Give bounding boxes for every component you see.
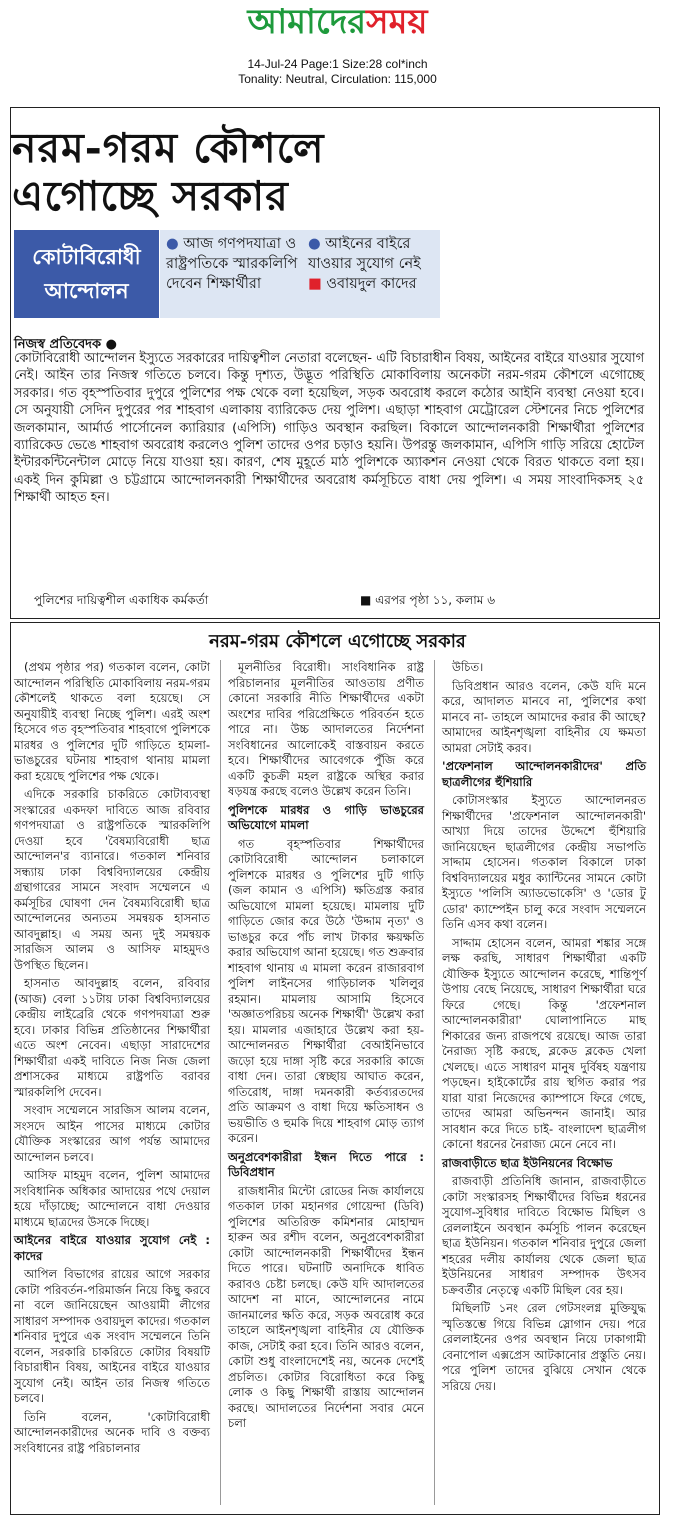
- lead-paragraph: কোটাবিরোধী আন্দোলন ইস্যুতে সরকারের দায়িত্বশীল নেতারা বলেছেন- এটি বিচারাধীন বিষয়, আইনের বাইরে যাওয়ার সুযোগ নেই। আইন তার নিজস্ব গতিতে চলবে। কিন্তু দৃশ্যত, উদ্ভূত পরিস্থিতি মোকাবিলায় অনেকটা নরম-গরম কৌশলে এগোচ্ছে সরকার। গত বৃহস্পতিবার দুপুরে পুলিশের পক্ষ থেকে বলা হয়েছিল, সড়ক অবরোধ করলে কঠোর আইনি ব্যবস্থা নেওয়া হবে। সে অনুযায়ী সেদিন দুপুরের পর শাহবাগ এলাকায় ব্যারিকেড দেয় পুলিশ। এছাড়া শাহবাগ মেট্রোরেল স্টেশনের নিচে পুলিশের জলকামান, আর্মার্ড পার্সোনেল ক্যারিয়ার (এপিসি) গাড়িও অবস্থান করছিল। বিকালে আন্দোলনকারী শিক্ষার্থীরা পুলিশের ব্যারিকেড ভেঙে শাহবাগ অবরোধ করলেও পুলিশ তাদের ওপর চড়াও হয়নি। উপরন্তু জলকামান, এপিসি গাড়ি সরিয়ে হোটেল ইন্টারকন্টিনেন্টাল মোড়ে নিয়ে যাওয়া হয়। কারণ, শেষ মুহূর্তে মাঠ পুলিশকে অ্যাকশন নেওয়া থেকে বিরত থাকতে বলা হয়। একই দিন কুমিল্লা ও চট্টগ্রামে আন্দোলনকারী শিক্ষার্থীদের অবরোধ কর্মসূচিতে বাধা দেয় পুলিশ। এ সময় সাংবাদিকসহ ২৫ শিক্ষার্থী আহত হন।: [14, 351, 644, 506]
- column-rule: [434, 660, 435, 1505]
- paragraph: মূলনীতির বিরোধী। সাংবিধানিক রাষ্ট্র পরিচালনার মূলনীতির আওতায় প্রণীত কোনো সরকারি নীতি শিক্ষার্থীদের একটা অংশের দাবির পরিপ্রেক্ষিতে পরিবর্তন হতে পারে না। উচ্চ আদালতের নির্দেশনা সংবিধানের আলোকেই বাস্তবায়ন করতে হবে। শিক্ষার্থীদের আবেগকে পুঁজি করে একটি কুচক্রী মহল রাষ্ট্রকে অস্থির করার ষড়যন্ত্র করছে বলেও উল্লেখ করেন তিনি।: [228, 660, 424, 798]
- body-column-3: [442, 660, 646, 1397]
- deck-1-text: আজ গণপদযাত্রা ও রাষ্ট্রপতিকে স্মারকলিপি দেবেন শিক্ষার্থীরা: [166, 236, 298, 292]
- paragraph: সাদ্দাম হোসেন বলেন, আমরা শঙ্কার সঙ্গে লক্ষ করছি, সাধারণ শিক্ষার্থীরা একটি যৌক্তিক ইস্যুতে আন্দোলন করেছে, শান্তিপূর্ণ উপায় বেছে নিয়েছে, সাধারণ শিক্ষার্থীরা ঘরে ফিরে গেছে। কিন্তু 'প্রফেশনাল আন্দোলনকারীরা' ঘোলাপানিতে মাছ শিকারের জন্য রাজপথে রয়েছে। আজ তারা নৈরাজ্য সৃষ্টি করছে, ব্লকেড ব্লকেড খেলা খেলছে। এতে সাধারণ মানুষ দুর্বিষহ যন্ত্রণায় পড়ছেন। হাইকোর্টের রায় স্থগিত করার পর যারা যারা নিজেদের ক্যাম্পাসে ফিরে গেছে, তাদের আমরা অভিনন্দন জানাই। আর সাবধান করে দিতে চাই- বাংলাদেশ ছাত্রলীগ কোনো ধরনের নৈরাজ্য মেনে নেবে না।: [442, 935, 646, 1151]
- jump-headline: নরম-গরম কৌশলে এগোচ্ছে সরকার: [209, 631, 466, 652]
- headline-line-2: এগোচ্ছে সরকার: [12, 172, 289, 220]
- square-icon: ■: [360, 593, 376, 607]
- column-rule: [220, 660, 221, 1505]
- continued-note: [360, 592, 495, 612]
- subheading: 'প্রফেশনাল আন্দোলনকারীদের' প্রতি ছাত্রলীগের হুঁশিয়ারি: [442, 759, 646, 789]
- bullet-icon: ●: [308, 236, 326, 252]
- clip-meta-tonality: Tonality: Neutral, Circulation: 115,000: [238, 72, 437, 86]
- subheading: পুলিশকে মারধর ও গাড়ি ভাঙচুরের অভিযোগে মামলা: [228, 802, 424, 832]
- kicker-line-1: কোটাবিরোধী: [32, 245, 141, 269]
- deck-1: [166, 234, 306, 294]
- bullet-icon: ●: [166, 236, 184, 252]
- paragraph: আপিল বিভাগের রায়ের আগে সরকার কোটা পরিবর্তন-পরিমার্জন নিয়ে কিছু করবে না বলে জানিয়েছেন আওয়ামী লীগের সাধারণ সম্পাদক ওবায়দুল কাদের। গতকাল শনিবার দুপুরে এক সংবাদ সম্মেলনে তিনি বলেন, সরকারি চাকরিতে কোটার বিষয়টি বিচারাধীন বিষয়, আইনের বাইরে যাওয়ার সুযোগ নেই। আইন তার নিজস্ব গতিতে চলবে।: [14, 1267, 210, 1405]
- bullet-icon: ●: [105, 337, 117, 352]
- clip-meta-date: 14-Jul-24 Page:1 Size:28 col*inch: [247, 57, 428, 71]
- kicker-box: [14, 230, 159, 318]
- paragraph: (প্রথম পৃষ্ঠার পর) গতকাল বলেন, কোটা আন্দোলন পরিস্থিতি মোকাবিলায় নরম-গরম কৌশলেই থাকতে বলা হয়েছে। সে অনুযায়ীই ব্যবস্থা নিচ্ছে পুলিশ। এরই অংশ হিসেবে গত বৃহস্পতিবার শাহবাগে পুলিশকে মারধর ও পুলিশের দুটি গাড়িতে হামলা-ভাঙচুরের ঘটনায় শাহবাগ থানায় মামলা করা হয়েছে পুলিশের পক্ষ থেকে।: [14, 660, 210, 783]
- kicker-line-2: আন্দোলন: [44, 279, 129, 303]
- logo-part-2: সময়: [366, 2, 428, 42]
- body-column-1: [14, 660, 210, 1459]
- logo-part-1: আমাদের: [247, 2, 367, 42]
- footer-left: পুলিশের দায়িত্বশীল একাধিক কর্মকর্তা: [34, 593, 209, 607]
- headline-line-1: নরম-গরম কৌশলে: [12, 124, 325, 172]
- paragraph: মিছিলটি ১নং রেল গেটসংলগ্ন মুক্তিযুদ্ধ স্মৃতিস্তম্ভে গিয়ে বিভিন্ন স্লোগান দেয়। পরে রেললাইনের ওপর অবস্থান নিয়ে ঢাকাগামী বেনাপোল এক্সপ্রেস আটকানোর প্রস্তুতি নেয়। পরে পুলিশ তাদের বুঝিয়ে সেখান থেকে সরিয়ে দেয়।: [442, 1301, 646, 1393]
- paragraph: আসিফ মাহমুদ বলেন, পুলিশ আমাদের সংবিধানিক অধিকার আদায়ের পথে দেয়াল হয়ে দাঁড়াচ্ছে; আন্দোলনে বাধা দেওয়ার মাধ্যমে ছাত্রদের উসকে দিচ্ছে।: [14, 1168, 210, 1229]
- paragraph: হাসনাত আবদুল্লাহ বলেন, রবিবার (আজ) বেলা ১১টায় ঢাকা বিশ্ববিদ্যালয়ের কেন্দ্রীয় লাইব্রেরি থেকে গণপদযাত্রা শুরু হবে। ঢাকার বিভিন্ন প্রতিষ্ঠানের শিক্ষার্থীরা এতে অংশ নেবেন। এছাড়া সারাদেশের শিক্ষার্থীরা একই দাবিতে নিজ নিজ জেলা প্রশাসকের মাধ্যমে রাষ্ট্রপতি বরাবর স্মারকলিপি দেবেন।: [14, 976, 210, 1099]
- deck-2-text: আইনের বাইরে যাওয়ার সুযোগ নেই: [308, 236, 421, 272]
- continued-note-text: এরপর পৃষ্ঠা ১১, কলাম ৬: [375, 593, 496, 607]
- paragraph: রাজধানীর মিন্টো রোডের নিজ কার্যালয়ে গতকাল ঢাকা মহানগর গোয়েন্দা (ডিবি) পুলিশের অতিরিক্ত কমিশনার মোহাম্মদ হারুন অর রশীদ বলেন, অনুপ্রবেশকারীরা কোটা আন্দোলনকারী শিক্ষার্থীদের ইন্ধন দিতে পারে। ঘটনাটি অনাদিকে ধাবিত করাবও চেষ্টা চলছে। কেউ যদি আদালতের আদেশ না মানে, আন্দোলনের নামে জানমালের ক্ষতি করে, সড়ক অবরোধ করে তাহলে আইনশৃঙ্খলা বাহিনীর যে যৌক্তিক কাজ, সেটাই করা হবে। তিনি আরও বলেন, কোটা শুধু বাংলাদেশেই নয়, অনেক দেশেই প্রচলিত। কোটার বিরোধিতা করে কিছু লোক ও কিছু শিক্ষার্থী রাস্তায় আন্দোলন করছে। আদালতের নির্দেশনা সবার মেনে চলা: [228, 1183, 424, 1430]
- paragraph: রাজবাড়ী প্রতিনিধি জানান, রাজবাড়ীতে কোটা সংস্কারসহ শিক্ষার্থীদের বিভিন্ন ধরনের সুযোগ-সুবিধার দাবিতে বিক্ষোভ মিছিল ও রেললাইনে অবস্থান কর্মসূচি পালন করেছেন ছাত্র ইউনিয়ন। গতকাল শনিবার দুপুরে জেলা শহরের দলীয় কার্যালয় থেকে জেলা ছাত্র ইউনিয়নের সাধারণ সম্পাদক উৎসব চক্রবর্তীর নেতৃত্বে একটি মিছিল বের হয়।: [442, 1174, 646, 1297]
- deck-box: [160, 230, 440, 318]
- paragraph: উচিত।: [452, 660, 484, 674]
- masthead: [0, 0, 675, 48]
- paragraph: কোটাসংস্কার ইস্যুতে আন্দোলনরত শিক্ষার্থীদের 'প্রফেশনাল আন্দোলনকারী' আখ্যা দিয়ে তাদের উদ্দেশে হুঁশিয়ারি জানিয়েছেন ছাত্রলীগের কেন্দ্রীয় সভাপতি সাদ্দাম হোসেন। গতকাল বিকালে ঢাকা বিশ্ববিদ্যালয়ের মধুর ক্যান্টিনের সামনে কোটা ইস্যুতে 'পলিসি অ্যাডভোকেসি' ও 'ডোর টু ডোর' ক্যাম্পেইন চালু করে সংবাদ সম্মেলনে তিনি এসব কথা বলেন।: [442, 793, 646, 931]
- deck-author: ওবায়দুল কাদের: [326, 276, 417, 292]
- subheading: অনুপ্রবেশকারীরা ইন্ধন দিতে পারে : ডিবিপ্রধান: [228, 1149, 424, 1179]
- newspaper-logo: [248, 2, 428, 42]
- body-column-2: [228, 660, 424, 1435]
- paragraph: সংবাদ সম্মেলনে সারজিস আলম বলেন, সংসদে আইন পাসের মাধ্যমে কোটার যৌক্তিক সংস্কারের আগ পর্যন্ত আমাদের আন্দোলন চলবে।: [14, 1103, 210, 1164]
- paragraph: এদিকে সরকারি চাকরিতে কোটাব্যবস্থা সংস্কারের একদফা দাবিতে আজ রবিবার গণপদযাত্রা ও রাষ্ট্রপতিকে স্মারকলিপি দেওয়া হবে 'বৈষম্যবিরোধী ছাত্র আন্দোলন'র ব্যানারে। গতকাল শনিবার সন্ধ্যায় ঢাকা বিশ্ববিদ্যালয়ের কেন্দ্রীয় গ্রন্থাগারের সামনে সংবাদ সম্মেলনে এ কর্মসূচির ঘোষণা দেন বৈষম্যবিরোধী ছাত্র আন্দোলনের অন্যতম সমন্বয়ক হাসনাত আবদুল্লাহ। এ সময় অন্য দুই সমন্বয়ক সারজিস আলম ও আসিফ মাহমুদও উপস্থিত ছিলেন।: [14, 787, 210, 972]
- subheading: রাজবাড়ীতে ছাত্র ইউনিয়নের বিক্ষোভ: [442, 1155, 613, 1170]
- square-icon: ■: [308, 276, 327, 292]
- deck-2: [308, 234, 436, 294]
- paragraph: তিনি বলেন, 'কোটাবিরোধী আন্দোলনকারীদের অনেক দাবি ও বক্তব্য সংবিধানের রাষ্ট্র পরিচালনার: [14, 1409, 210, 1455]
- paragraph: গত বৃহস্পতিবার শিক্ষার্থীদের কোটাবিরোধী আন্দোলন চলাকালে পুলিশকে মারধর ও পুলিশের দুটি গাড়ি (জল কামান ও এপিসি) ক্ষতিগ্রস্ত করার অভিযোগে মামলা হয়েছে। মামলায় দুটি গাড়িতে জোর করে উঠে 'উদ্দাম নৃত্য' ও ভাঙচুর করে পাঁচ লাখ টাকার ক্ষয়ক্ষতি করার অভিযোগ আনা হয়েছে। গত শুক্রবার শাহবাগ থানায় এ মামলা করেন রাজারবাগ পুলিশ লাইনসের গাড়িচালক খলিলুর রহমান। মামলায় আসামি হিসেবে 'অজ্ঞাতপরিচয় অনেক শিক্ষার্থী' উল্লেখ করা হয়। মামলার এজাহারে উল্লেখ করা হয়- আন্দোলনরত শিক্ষার্থীরা বেআইনিভাবে জড়ো হয়ে দাঙ্গা সৃষ্টি করে সরকারি কাজে বাধা দেন। তারা স্বেচ্ছায় আঘাত করেন, গতিরোধ, দাঙ্গা দমনকারী কর্তব্যরতদের প্রতি আক্রমণ ও বাধা দিয়ে ক্ষতিসাধন ও ভয়ভীতি ও হুমকি দিয়ে শাহবাগ মোড় ত্যাগ করেন।: [228, 836, 424, 1145]
- headline: [12, 124, 652, 220]
- byline-text: নিজস্ব প্রতিবেদক: [14, 337, 102, 352]
- subheading: আইনের বাইরে যাওয়ার সুযোগ নেই : কাদের: [14, 1233, 210, 1263]
- paragraph: ডিবিপ্রধান আরও বলেন, কেউ যদি মনে করে, আদালত মানবে না, পুলিশের কথা মানবে না- তাহলে আমাদের করার কী আছে? আমাদের আইনশৃঙ্খলা বাহিনীর যে ক্ষমতা আমরা সেটাই করব।: [442, 678, 646, 755]
